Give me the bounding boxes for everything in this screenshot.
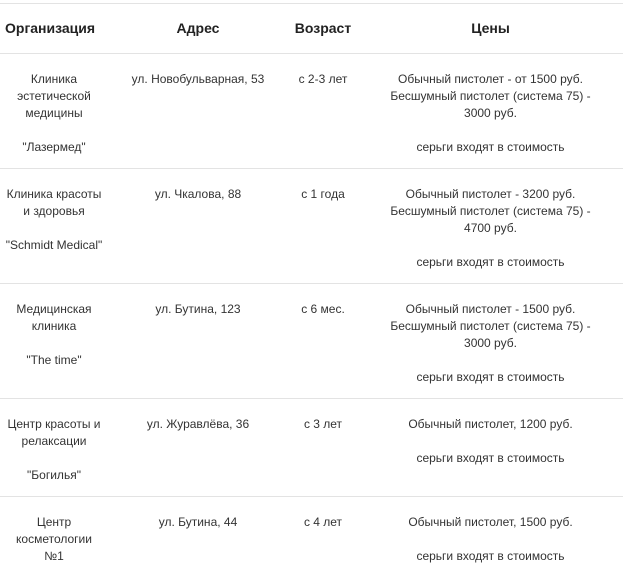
price-line: Обычный пистолет - 3200 руб. [405,187,576,201]
organization-text: Клиника [30,72,78,86]
organization-text: релаксации [21,434,87,448]
address-cell: ул. Журавлёва, 36 [146,417,250,431]
address-cell: ул. Бутина, 123 [155,302,241,316]
price-line: 4700 руб. [464,221,517,235]
table-row [0,53,623,168]
header-organization: Организация [5,20,96,36]
organization-text: Центр красоты и [7,417,101,431]
organization-text: медицины [25,106,83,120]
organization-text: Клиника красоты [6,187,102,201]
organization-text: Медицинская [16,302,92,316]
header-prices: Цены [471,20,510,36]
price-line: Обычный пистолет, 1200 руб. [408,417,573,431]
organization-name: "Богилья" [27,468,81,482]
price-line: Бесшумный пистолет (система 75) - [390,204,591,218]
address-cell: ул. Чкалова, 88 [154,187,242,201]
price-note: серьги входят в стоимость [416,370,565,384]
price-note: серьги входят в стоимость [416,451,565,465]
table-header [0,3,623,53]
table-row [0,283,623,398]
header-age: Возраст [294,20,352,36]
prices-cell [358,54,623,168]
organization-text: эстетической [17,89,91,103]
price-line: 3000 руб. [464,336,517,350]
organization-text: и здоровья [23,204,85,218]
prices-cell [358,497,623,577]
prices-cell [358,399,623,496]
address-cell: ул. Новобульварная, 53 [131,72,265,86]
organization-cell [0,54,108,168]
age-cell: с 4 лет [303,515,343,529]
organization-name: "The time" [26,353,82,367]
organization-name: "Лазермед" [22,140,86,154]
header-address: Адрес [176,20,220,36]
price-line: Обычный пистолет - от 1500 руб. [398,72,583,86]
price-note: серьги входят в стоимость [416,255,565,269]
organization-cell [0,284,108,398]
organization-cell [0,497,108,577]
price-line: 3000 руб. [464,106,517,120]
age-cell: с 2-3 лет [298,72,348,86]
table-row [0,398,623,496]
address-cell: ул. Бутина, 44 [158,515,238,529]
prices-cell [358,284,623,398]
age-cell: с 3 лет [303,417,343,431]
table-row [0,168,623,283]
table-row [0,496,623,577]
age-cell: с 1 года [301,187,345,201]
price-line: Бесшумный пистолет (система 75) - [390,319,591,333]
price-table [0,3,623,577]
price-line: Обычный пистолет, 1500 руб. [408,515,573,529]
organization-text: №1 [44,549,64,563]
organization-text: косметологии [16,532,92,546]
price-note: серьги входят в стоимость [416,549,565,563]
organization-text: клиника [31,319,77,333]
price-note: серьги входят в стоимость [416,140,565,154]
organization-name: "Schmidt Medical" [5,238,103,252]
age-cell: с 6 мес. [301,302,345,316]
organization-text: Центр [36,515,72,529]
price-line: Бесшумный пистолет (система 75) - [390,89,591,103]
organization-cell [0,399,108,496]
organization-cell [0,169,108,283]
price-line: Обычный пистолет - 1500 руб. [405,302,576,316]
prices-cell [358,169,623,283]
